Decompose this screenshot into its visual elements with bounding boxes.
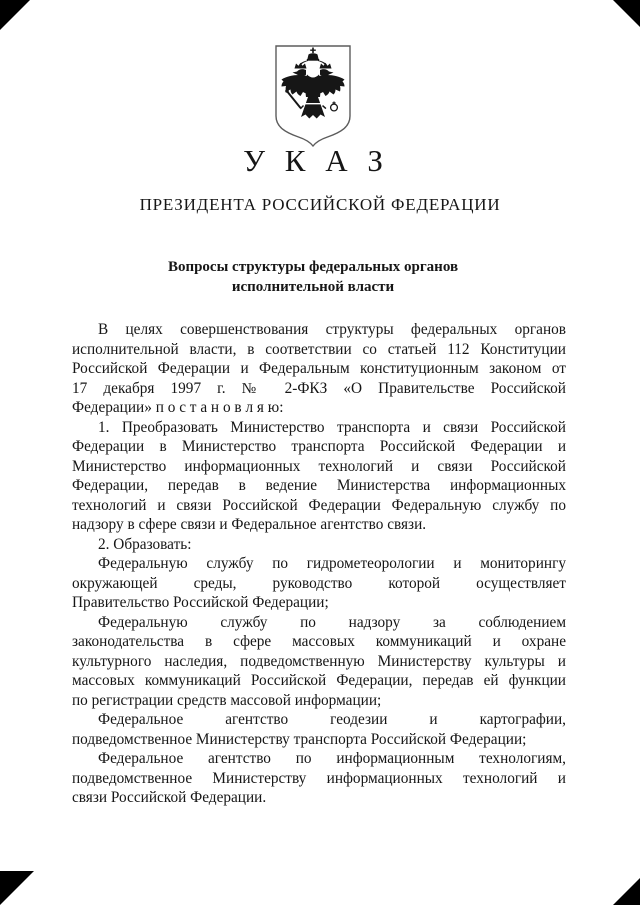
body-line: массовых коммуникаций Российской Федерации, передав ей функции: [72, 672, 566, 689]
doc-type-heading: У К А З: [243, 143, 389, 178]
body-line: 1. Преобразовать Министерство транспорта и связи Российской: [98, 418, 566, 436]
body-line: Федеральное агентство геодезии и картографии,: [98, 711, 566, 728]
body-line: Федерации, передав в ведение Министерства информационных: [72, 477, 566, 494]
document-title: [0, 258, 626, 297]
body-line: подведомственное Министерству транспорта Российской Федерации;: [72, 730, 527, 748]
russian-coat-of-arms-icon: [272, 45, 354, 147]
body-line: Федерации» п о с т а н о в л я ю:: [72, 399, 284, 416]
scan-corner-mark-top-right: [613, 0, 640, 27]
body-line: Министерство информационных технологий и связи Российской: [72, 457, 566, 475]
body-line: окружающей среды, руководство которой осуществляет: [72, 574, 566, 592]
issuer-heading: ПРЕЗИДЕНТА РОССИЙСКОЙ ФЕДЕРАЦИИ: [139, 195, 501, 214]
body-line: связи Российской Федерации.: [72, 789, 267, 806]
scan-corner-mark-top-left: [0, 0, 30, 30]
body-line: Федеральную службу по гидрометеорологии и мониторингу: [98, 555, 566, 572]
body-line: Федерации в Министерство транспорта Российской Федерации и: [72, 438, 566, 455]
scan-corner-mark-bottom-right: [613, 878, 640, 905]
scan-corner-mark-bottom-left: [0, 871, 34, 905]
document-body: [72, 320, 566, 808]
body-line: исполнительной власти, в соответствии со статьей 112 Конституции: [72, 340, 566, 358]
body-line: Федеральное агентство по информационным технологиям,: [98, 750, 566, 767]
document-title-line: Вопросы структуры федеральных органов: [167, 259, 459, 275]
body-line: технологий и связи Российской Федерации Федеральную службу по: [72, 496, 566, 514]
body-line: надзору в сфере связи и Федеральное агентство связи.: [72, 516, 427, 533]
body-line: Федеральную службу по надзору за соблюдением: [98, 613, 566, 631]
body-line: Российской Федерации и Федеральным конституционным законом от: [72, 360, 566, 377]
body-line: законодательства в сфере массовых коммуникаций и охране: [72, 633, 566, 650]
body-line: Правительство Российской Федерации;: [72, 594, 329, 611]
body-line: подведомственное Министерству информационных технологий и: [72, 769, 566, 787]
body-line: по регистрации средств массовой информации;: [72, 691, 382, 709]
body-line: 2. Образовать:: [98, 535, 192, 553]
document-title-line: исполнительной власти: [231, 278, 395, 295]
body-line: В целях совершенствования структуры федеральных органов: [98, 321, 566, 338]
body-line: 17 декабря 1997 г. № 2-ФКЗ «О Правительстве Российской: [72, 379, 566, 397]
body-line: культурного наследия, подведомственную Министерству культуры и: [72, 652, 566, 670]
